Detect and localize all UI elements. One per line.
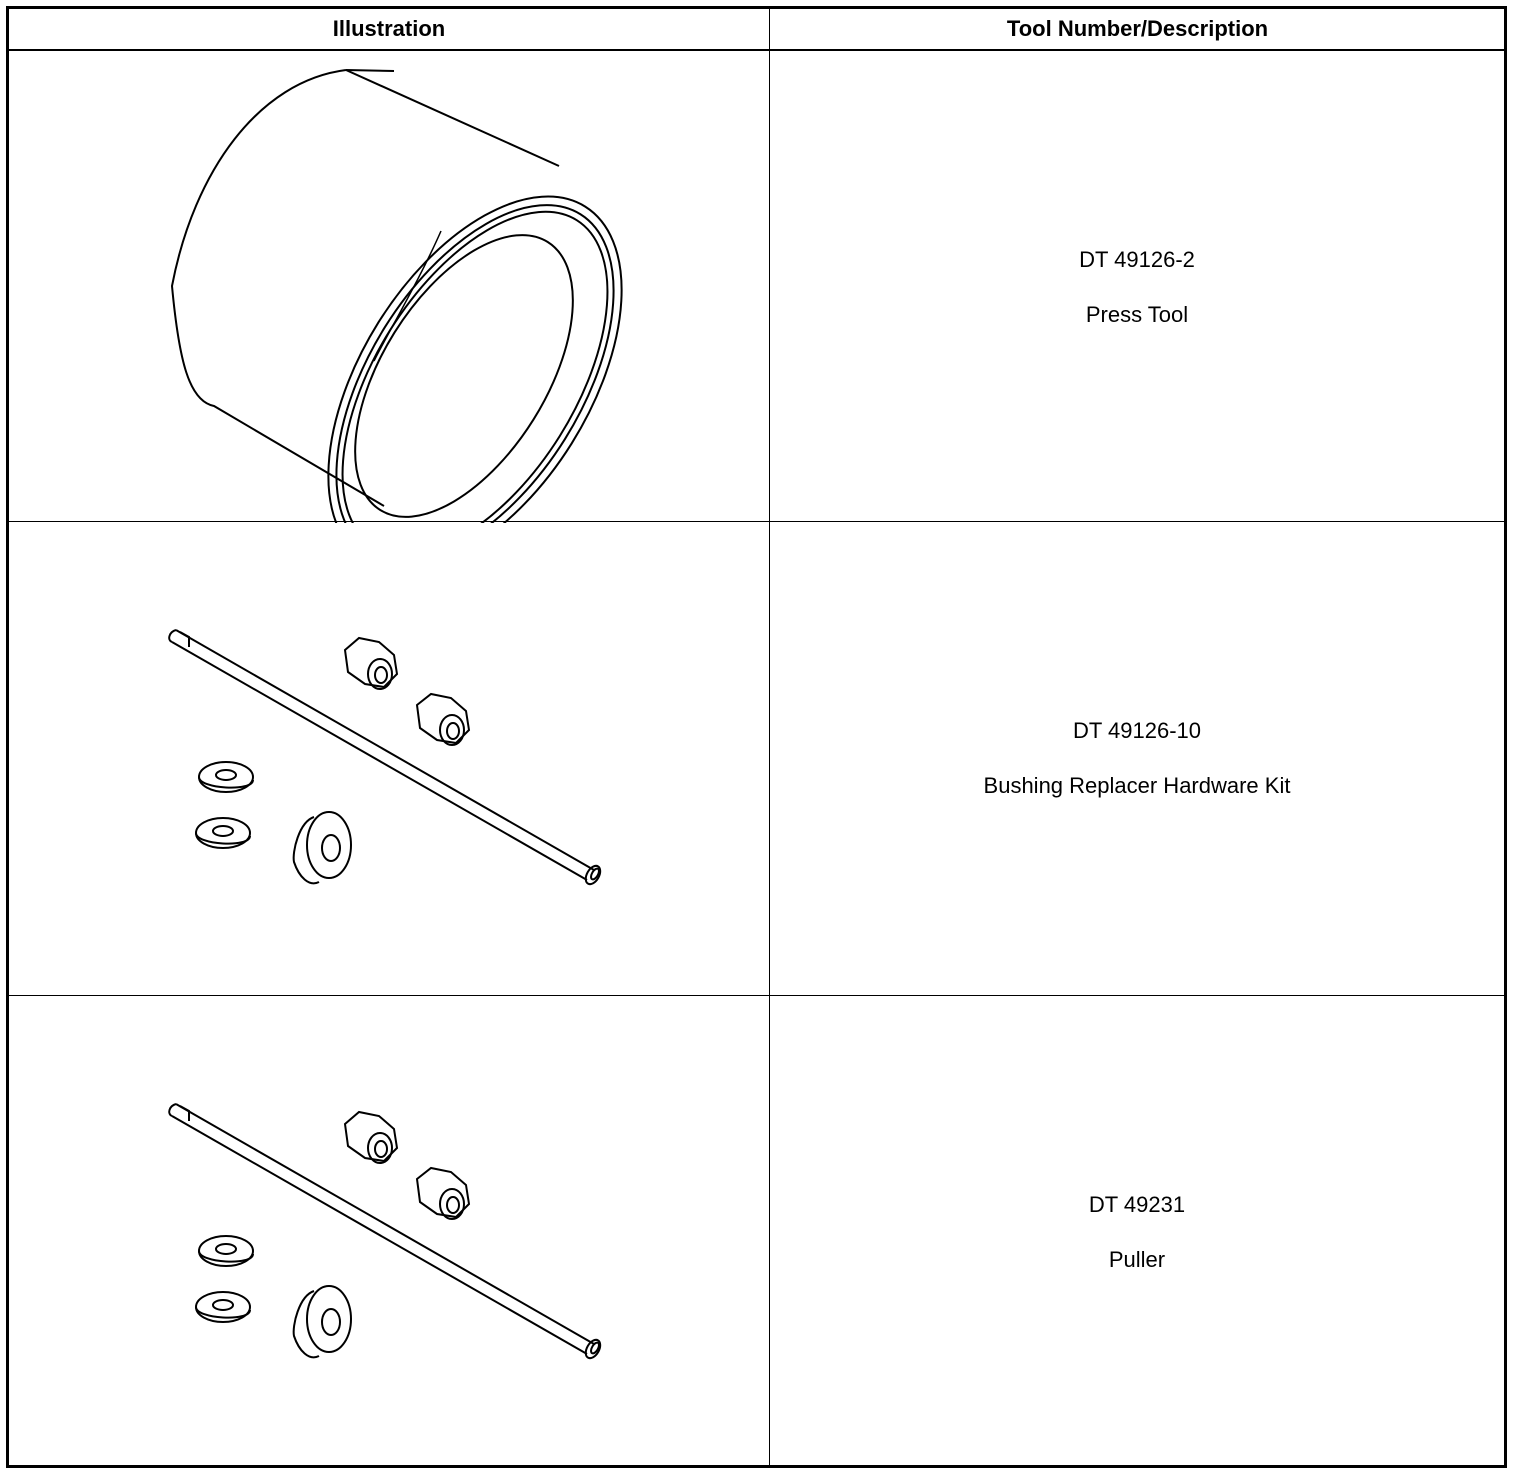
tool-name: Press Tool — [1085, 302, 1189, 327]
header-tool-description: Tool Number/Description — [1006, 16, 1269, 41]
table-row — [9, 522, 1504, 996]
header-illustration: Illustration — [332, 16, 446, 41]
table-row — [9, 51, 1504, 523]
illustration-cell — [9, 996, 769, 1465]
tool-table — [6, 6, 1507, 1468]
tool-number: DT 49231 — [1088, 1192, 1186, 1217]
tool-name: Bushing Replacer Hardware Kit — [983, 773, 1291, 798]
press-tool-icon — [9, 51, 769, 523]
tool-description-cell — [770, 1192, 1504, 1273]
puller-icon — [9, 996, 769, 1465]
tool-number: DT 49126-10 — [1072, 718, 1201, 743]
tool-number: DT 49126-2 — [1079, 247, 1195, 272]
tool-description-cell — [770, 718, 1504, 799]
tool-description-cell — [770, 247, 1504, 328]
header-row — [9, 9, 1504, 51]
bushing-replacer-hardware-kit-icon — [9, 522, 769, 996]
tool-name: Puller — [1108, 1247, 1166, 1272]
illustration-cell — [9, 522, 769, 996]
illustration-cell — [9, 51, 769, 523]
table-row — [9, 996, 1504, 1465]
